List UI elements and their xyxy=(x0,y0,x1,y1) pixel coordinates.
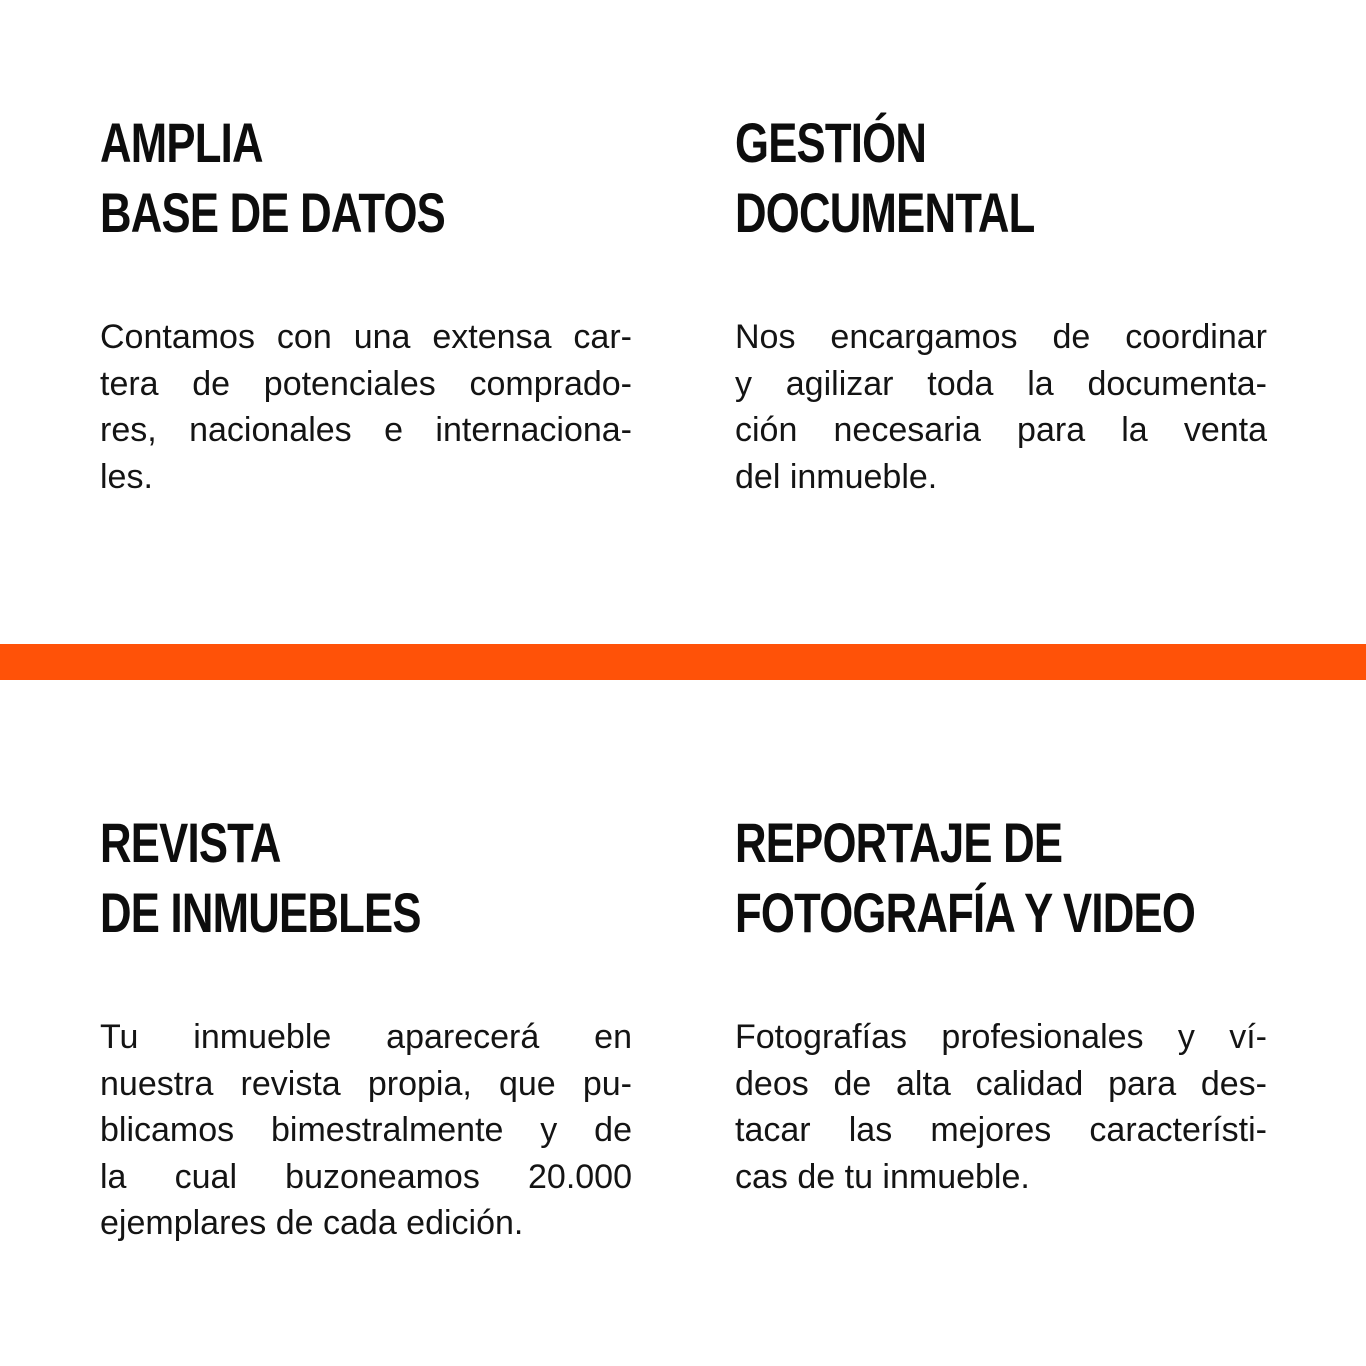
feature-title: REVISTA DE INMUEBLES xyxy=(100,811,421,944)
feature-description: Nos encargamos de coordinar y agilizar toda la documenta- ción necesaria para la venta del inmueble. xyxy=(735,318,1267,496)
feature-title: GESTIÓN DOCUMENTAL xyxy=(735,111,1035,244)
feature-photo-video xyxy=(735,808,1267,1196)
feature-description: Fotografías profesionales y ví- deos de alta calidad para des- tacar las mejores característi- cas de tu inmueble. xyxy=(735,1018,1267,1196)
feature-document-management xyxy=(735,108,1267,496)
orange-divider xyxy=(0,644,1366,680)
feature-database xyxy=(100,108,632,496)
feature-description: Contamos con una extensa car- tera de potenciales comprado- res, nacionales e internaciona- les. xyxy=(100,318,632,496)
feature-property-magazine xyxy=(100,808,632,1242)
feature-title: REPORTAJE DE FOTOGRAFÍA Y VIDEO xyxy=(735,811,1196,944)
feature-description: Tu inmueble aparecerá en nuestra revista propia, que pu- blicamos bimestralmente y de la cual buzoneamos 20.000 ejemplares de cada edición. xyxy=(100,1018,632,1242)
feature-title: AMPLIA BASE DE DATOS xyxy=(100,111,446,244)
